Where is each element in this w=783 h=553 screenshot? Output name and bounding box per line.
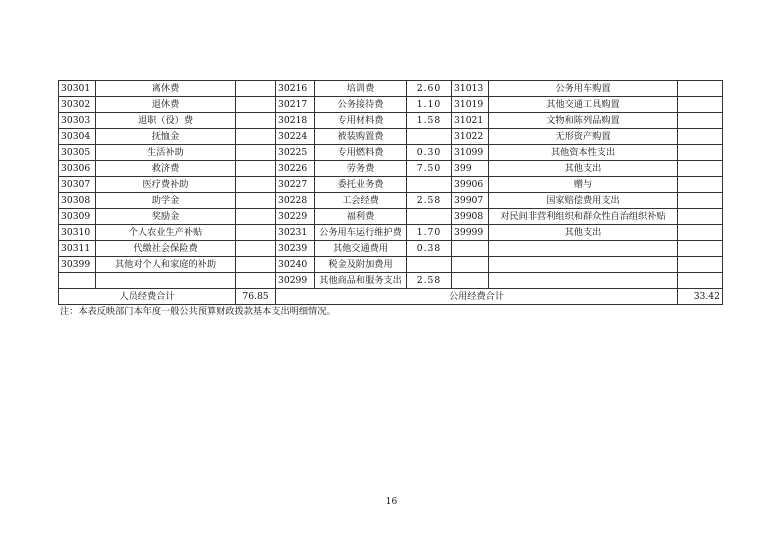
capital-code: 39908 bbox=[452, 209, 489, 225]
capital-item: 赠与 bbox=[489, 177, 678, 193]
public-amount: 1.10 bbox=[407, 97, 452, 113]
personnel-code: 30307 bbox=[59, 177, 96, 193]
public-code: 30239 bbox=[276, 241, 315, 257]
capital-amount bbox=[678, 145, 723, 161]
public-amount bbox=[407, 177, 452, 193]
personnel-item: 抚恤金 bbox=[96, 129, 236, 145]
personnel-code: 30309 bbox=[59, 209, 96, 225]
capital-amount bbox=[678, 257, 723, 273]
table-row bbox=[59, 129, 723, 145]
personnel-code: 30308 bbox=[59, 193, 96, 209]
capital-code: 31099 bbox=[452, 145, 489, 161]
capital-amount bbox=[678, 225, 723, 241]
personnel-item: 生活补助 bbox=[96, 145, 236, 161]
public-code: 30218 bbox=[276, 113, 315, 129]
capital-item: 其他资本性支出 bbox=[489, 145, 678, 161]
capital-amount bbox=[678, 177, 723, 193]
public-item: 被装购置费 bbox=[315, 129, 407, 145]
personnel-amount bbox=[236, 209, 276, 225]
public-amount: 7.50 bbox=[407, 161, 452, 177]
personnel-item: 医疗费补助 bbox=[96, 177, 236, 193]
personnel-code: 30301 bbox=[59, 81, 96, 97]
public-item: 公务接待费 bbox=[315, 97, 407, 113]
expenditure-detail-table bbox=[58, 80, 723, 305]
table-row bbox=[59, 81, 723, 97]
capital-amount bbox=[678, 193, 723, 209]
public-amount bbox=[407, 257, 452, 273]
capital-amount bbox=[678, 161, 723, 177]
personnel-amount bbox=[236, 273, 276, 289]
personnel-code: 30311 bbox=[59, 241, 96, 257]
personnel-code: 30302 bbox=[59, 97, 96, 113]
public-code: 30217 bbox=[276, 97, 315, 113]
capital-code: 31019 bbox=[452, 97, 489, 113]
public-item: 劳务费 bbox=[315, 161, 407, 177]
personnel-amount bbox=[236, 145, 276, 161]
public-amount: 0.38 bbox=[407, 241, 452, 257]
personnel-amount bbox=[236, 129, 276, 145]
page-number: 16 bbox=[385, 497, 398, 507]
table-note: 注：本表反映部门本年度一般公共预算财政拨款基本支出明细情况。 bbox=[60, 306, 336, 317]
public-amount: 2.58 bbox=[407, 193, 452, 209]
personnel-code: 30310 bbox=[59, 225, 96, 241]
personnel-amount bbox=[236, 257, 276, 273]
public-code: 30226 bbox=[276, 161, 315, 177]
personnel-total-label: 人员经费合计 bbox=[59, 289, 236, 305]
capital-amount bbox=[678, 97, 723, 113]
personnel-item: 救济费 bbox=[96, 161, 236, 177]
capital-item: 其他支出 bbox=[489, 225, 678, 241]
table-row bbox=[59, 193, 723, 209]
personnel-item: 退休费 bbox=[96, 97, 236, 113]
table-row bbox=[59, 257, 723, 273]
personnel-amount bbox=[236, 241, 276, 257]
capital-item bbox=[489, 241, 678, 257]
public-item: 培训费 bbox=[315, 81, 407, 97]
capital-item bbox=[489, 257, 678, 273]
personnel-item: 退职（役）费 bbox=[96, 113, 236, 129]
capital-code: 31021 bbox=[452, 113, 489, 129]
public-item: 税金及附加费用 bbox=[315, 257, 407, 273]
public-amount: 2.60 bbox=[407, 81, 452, 97]
public-item: 其他商品和服务支出 bbox=[315, 273, 407, 289]
capital-amount bbox=[678, 273, 723, 289]
public-amount bbox=[407, 129, 452, 145]
capital-item: 其他支出 bbox=[489, 161, 678, 177]
table-row bbox=[59, 273, 723, 289]
public-amount: 0.30 bbox=[407, 145, 452, 161]
public-amount bbox=[407, 209, 452, 225]
capital-item: 文物和陈列品购置 bbox=[489, 113, 678, 129]
capital-item: 其他交通工具购置 bbox=[489, 97, 678, 113]
personnel-code: 30399 bbox=[59, 257, 96, 273]
capital-item: 无形资产购置 bbox=[489, 129, 678, 145]
public-code: 30299 bbox=[276, 273, 315, 289]
public-code: 30229 bbox=[276, 209, 315, 225]
personnel-item bbox=[96, 273, 236, 289]
table-row bbox=[59, 177, 723, 193]
personnel-item: 个人农业生产补贴 bbox=[96, 225, 236, 241]
capital-amount bbox=[678, 129, 723, 145]
capital-code: 31013 bbox=[452, 81, 489, 97]
personnel-total-value: 76.85 bbox=[236, 289, 276, 305]
public-code: 30227 bbox=[276, 177, 315, 193]
capital-code bbox=[452, 257, 489, 273]
capital-amount bbox=[678, 113, 723, 129]
public-item: 专用材料费 bbox=[315, 113, 407, 129]
public-item: 专用燃料费 bbox=[315, 145, 407, 161]
table-row bbox=[59, 145, 723, 161]
public-code: 30240 bbox=[276, 257, 315, 273]
personnel-code bbox=[59, 273, 96, 289]
capital-code bbox=[452, 241, 489, 257]
public-code: 30224 bbox=[276, 129, 315, 145]
table-row bbox=[59, 241, 723, 257]
personnel-amount bbox=[236, 81, 276, 97]
personnel-item: 代缴社会保险费 bbox=[96, 241, 236, 257]
public-item: 工会经费 bbox=[315, 193, 407, 209]
personnel-amount bbox=[236, 161, 276, 177]
public-item: 公务用车运行维护费 bbox=[315, 225, 407, 241]
table-row bbox=[59, 209, 723, 225]
capital-code: 39999 bbox=[452, 225, 489, 241]
personnel-code: 30306 bbox=[59, 161, 96, 177]
personnel-code: 30303 bbox=[59, 113, 96, 129]
personnel-amount bbox=[236, 193, 276, 209]
personnel-amount bbox=[236, 97, 276, 113]
capital-code bbox=[452, 273, 489, 289]
capital-code: 399 bbox=[452, 161, 489, 177]
capital-amount bbox=[678, 209, 723, 225]
personnel-code: 30304 bbox=[59, 129, 96, 145]
public-amount: 2.58 bbox=[407, 273, 452, 289]
personnel-item: 离休费 bbox=[96, 81, 236, 97]
personnel-code: 30305 bbox=[59, 145, 96, 161]
capital-amount bbox=[678, 241, 723, 257]
table-body bbox=[59, 81, 723, 289]
table-row bbox=[59, 97, 723, 113]
personnel-amount bbox=[236, 177, 276, 193]
public-total-label: 公用经费合计 bbox=[276, 289, 678, 305]
capital-item: 公务用车购置 bbox=[489, 81, 678, 97]
personnel-item: 奖励金 bbox=[96, 209, 236, 225]
capital-code: 31022 bbox=[452, 129, 489, 145]
public-item: 其他交通费用 bbox=[315, 241, 407, 257]
public-code: 30231 bbox=[276, 225, 315, 241]
public-item: 福利费 bbox=[315, 209, 407, 225]
personnel-amount bbox=[236, 113, 276, 129]
capital-item: 对民间非营利组织和群众性自治组织补贴 bbox=[489, 209, 678, 225]
public-code: 30225 bbox=[276, 145, 315, 161]
public-total-value: 33.42 bbox=[678, 289, 723, 305]
capital-code: 39907 bbox=[452, 193, 489, 209]
personnel-item: 助学金 bbox=[96, 193, 236, 209]
public-amount: 1.70 bbox=[407, 225, 452, 241]
capital-amount bbox=[678, 81, 723, 97]
personnel-item: 其他对个人和家庭的补助 bbox=[96, 257, 236, 273]
table-row bbox=[59, 225, 723, 241]
capital-item: 国家赔偿费用支出 bbox=[489, 193, 678, 209]
table-row bbox=[59, 113, 723, 129]
personnel-amount bbox=[236, 225, 276, 241]
table-row bbox=[59, 161, 723, 177]
public-item: 委托业务费 bbox=[315, 177, 407, 193]
public-amount: 1.58 bbox=[407, 113, 452, 129]
capital-code: 39906 bbox=[452, 177, 489, 193]
public-code: 30228 bbox=[276, 193, 315, 209]
capital-item bbox=[489, 273, 678, 289]
public-code: 30216 bbox=[276, 81, 315, 97]
